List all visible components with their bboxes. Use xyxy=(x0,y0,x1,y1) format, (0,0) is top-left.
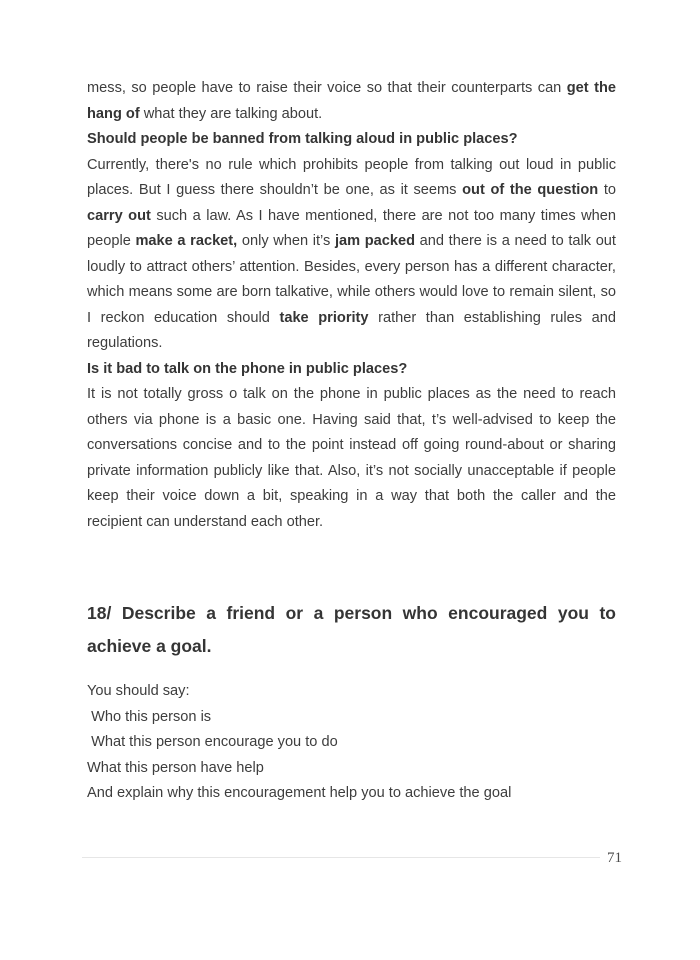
footer-divider xyxy=(82,857,600,858)
answer-paragraph-phone-public: It is not totally gross o talk on the phone in public places as the need to reach others via phone is a basic one. Having said that, t’s well-advised to keep the conversations concise and to the point instead off going round-about or sharing private information publicly like that. Also, it’s not socially unacceptable if people keep their voice down a bit, speaking in a way that both the caller and the recipient can understand each other. xyxy=(87,386,616,530)
cue-line-explain: And explain why this encouragement help you to achieve the goal xyxy=(87,785,512,801)
cue-line-who: Who this person is xyxy=(87,708,212,725)
cue-line-what-help: What this person have help xyxy=(87,759,264,776)
paragraph-continuation: mess, so people have to raise their voice so that their counterparts can get the hang of what they are talking about. xyxy=(87,80,616,122)
cue-line-what-encourage: What this person encourage you to do xyxy=(87,734,338,750)
question-heading-banned-talking: Should people be banned from talking aloud in public places? xyxy=(87,131,518,147)
page-footer xyxy=(82,849,622,867)
question-heading-phone-public: Is it bad to talk on the phone in public places? xyxy=(87,360,408,377)
page-number: 71 xyxy=(607,850,622,866)
answer-paragraph-banned-talking: Currently, there's no rule which prohibits people from talking out loud in public places. But I guess there shouldn’t be one, as it seems out of the question to carry out such a law. As I have mentioned, there are not too many times when people make a racket, only when it’s jam packed and there is a need to talk out loudly to attract others’ attention. Besides, every person has a different character, which means some are born talkative, while others would love to remain silent, so I reckon education should take priority rather than establishing rules and regulations. xyxy=(87,156,617,351)
cue-line-intro: You should say: xyxy=(87,683,190,699)
document-body xyxy=(87,76,616,807)
topic-title: 18/ Describe a friend or a person who encouraged you to achieve a goal. xyxy=(87,603,616,656)
